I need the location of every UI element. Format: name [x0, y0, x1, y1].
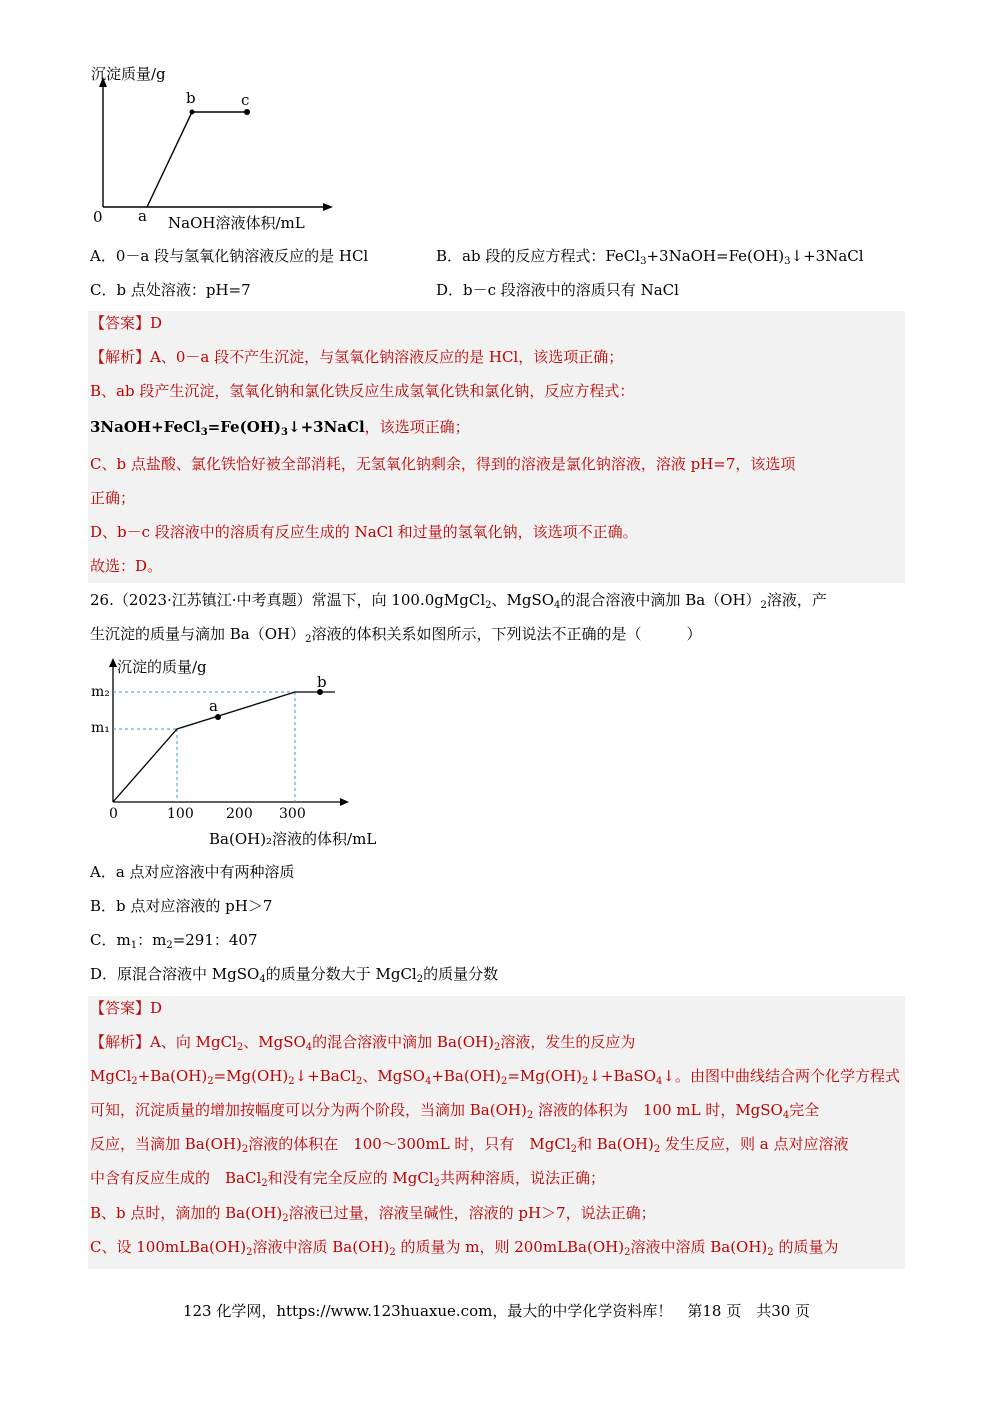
q25-analysis-c2: 正确；	[90, 489, 136, 507]
chart2-m2: m₂	[91, 684, 110, 700]
q25-analysis-b1: B、ab 段产生沉淀，氢氧化钠和氯化铁反应生成氢氧化铁和氯化钠，反应方程式：	[90, 382, 635, 400]
chart1-ylabel: 沉淀质量/g	[91, 65, 166, 83]
q25-answer: 【答案】D	[90, 314, 163, 332]
chart2-ylabel: 沉淀的质量/g	[117, 658, 207, 676]
chart2-m1: m₁	[91, 720, 110, 736]
q26-analysis-a4: 反应，当滴加 $Ba(OH)_2$溶液的体积在 100～300mL 时，只有 MgCl$_2$和 $Ba(OH)_2$ 发生反应，则 a 点对应溶液	[90, 1135, 849, 1155]
chart1-origin: 0	[93, 208, 103, 226]
q26-analysis-a3: 可知，沉淀质量的增加按幅度可以分为两个阶段，当滴加 $Ba(OH)_2$ 溶液的体积为 100 mL 时，MgSO$_4$完全	[90, 1101, 820, 1121]
q26-analysis-a1: 【解析】A、向 MgCl$_2$、MgSO$_4$的混合溶液中滴加 $Ba(OH)_2$溶液，发生的反应为	[90, 1033, 636, 1053]
q25-analysis-d: D、b－c 段溶液中的溶质有反应生成的 NaCl 和过量的氢氧化钠，该选项不正确。	[90, 523, 638, 541]
chart2-point-a: a	[209, 697, 218, 715]
chart-baoh2-precipitate	[85, 652, 395, 852]
q25-option-b: B．ab 段的反应方程式：$FeCl_3+3NaOH=Fe(OH)_3↓+3NaCl$	[436, 247, 864, 267]
chart2-origin: 0	[109, 806, 118, 822]
q25-option-d: D．b－c 段溶液中的溶质只有 NaCl	[436, 281, 679, 299]
q26-option-d: D．原混合溶液中 MgSO$_4$的质量分数大于 MgCl$_2$的质量分数	[90, 965, 499, 985]
q26-answer: 【答案】D	[90, 999, 163, 1017]
chart2-tick: 300	[279, 806, 306, 822]
q25-conclusion: 故选：D。	[90, 557, 163, 575]
page-footer: 123 化学网，https://www.123huaxue.com，最大的中学化学资料库！ 第18 页 共30 页	[182, 1302, 811, 1320]
q25-equation: $3NaOH+FeCl_3=Fe(OH)_3↓+3NaCl$，该选项正确；	[90, 418, 470, 438]
q26-stem-line2: 生沉淀的质量与滴加 $Ba(OH)_2$溶液的体积关系如图所示，下列说法不正确的是（ ）	[90, 625, 702, 645]
chart2-tick: 100	[167, 806, 194, 822]
q26-analysis-b: B、b 点时，滴加的 $Ba(OH)_2$溶液已过量，溶液呈碱性，溶液的 pH＞7，说法正确；	[90, 1204, 656, 1224]
q25-option-c: C．b 点处溶液：pH=7	[90, 281, 251, 299]
chart2-xlabel: Ba(OH)₂溶液的体积/mL	[209, 830, 377, 848]
q25-analysis-a: 【解析】A、0－a 段不产生沉淀，与氢氧化钠溶液反应的是 HCl，该选项正确；	[90, 348, 624, 366]
q26-analysis-c: C、设 $100mLBa(OH)_2$溶液中溶质 $Ba(OH)_2$ 的质量为 m，则 $200mLBa(OH)_2$溶液中溶质 $Ba(OH)_2$ 的质量为	[90, 1238, 839, 1258]
chart-naoh-precipitate	[85, 55, 345, 240]
chart2-point-b: b	[317, 673, 327, 691]
chart1-point-b: b	[186, 89, 196, 107]
q26-analysis-a2: $MgCl_2+Ba(OH)_2=Mg(OH)_2↓+BaCl_2$、$MgSO_4+Ba(OH)_2=Mg(OH)_2↓+BaSO_4↓$。由图中曲线结合两个化学方程式	[90, 1067, 900, 1087]
chart1-xlabel: NaOH溶液体积/mL	[168, 214, 305, 232]
q26-stem-line1: 26.（2023·江苏镇江·中考真题）常温下，向 100.0gMgCl$_2$、MgSO$_4$的混合溶液中滴加 $Ba(OH)_2$溶液，产	[90, 591, 827, 611]
q25-option-a: A．0－a 段与氢氧化钠溶液反应的是 HCl	[90, 247, 369, 265]
q26-option-a: A．a 点对应溶液中有两种溶质	[90, 863, 295, 881]
q25-analysis-c1: C、b 点盐酸、氯化铁恰好被全部消耗，无氢氧化钠剩余，得到的溶液是氯化钠溶液，溶液 pH=7，该选项	[90, 455, 796, 473]
chart2-tick: 200	[226, 806, 253, 822]
q26-analysis-a5: 中含有反应生成的 BaCl$_2$和没有完全反应的 MgCl$_2$共两种溶质，说法正确；	[90, 1169, 606, 1189]
q26-option-c: C．$m_1$：$m_2=291$：407	[90, 931, 258, 951]
chart1-point-a: a	[138, 207, 147, 225]
q26-option-b: B．b 点对应溶液的 pH＞7	[90, 897, 273, 915]
chart1-point-c: c	[241, 91, 250, 109]
